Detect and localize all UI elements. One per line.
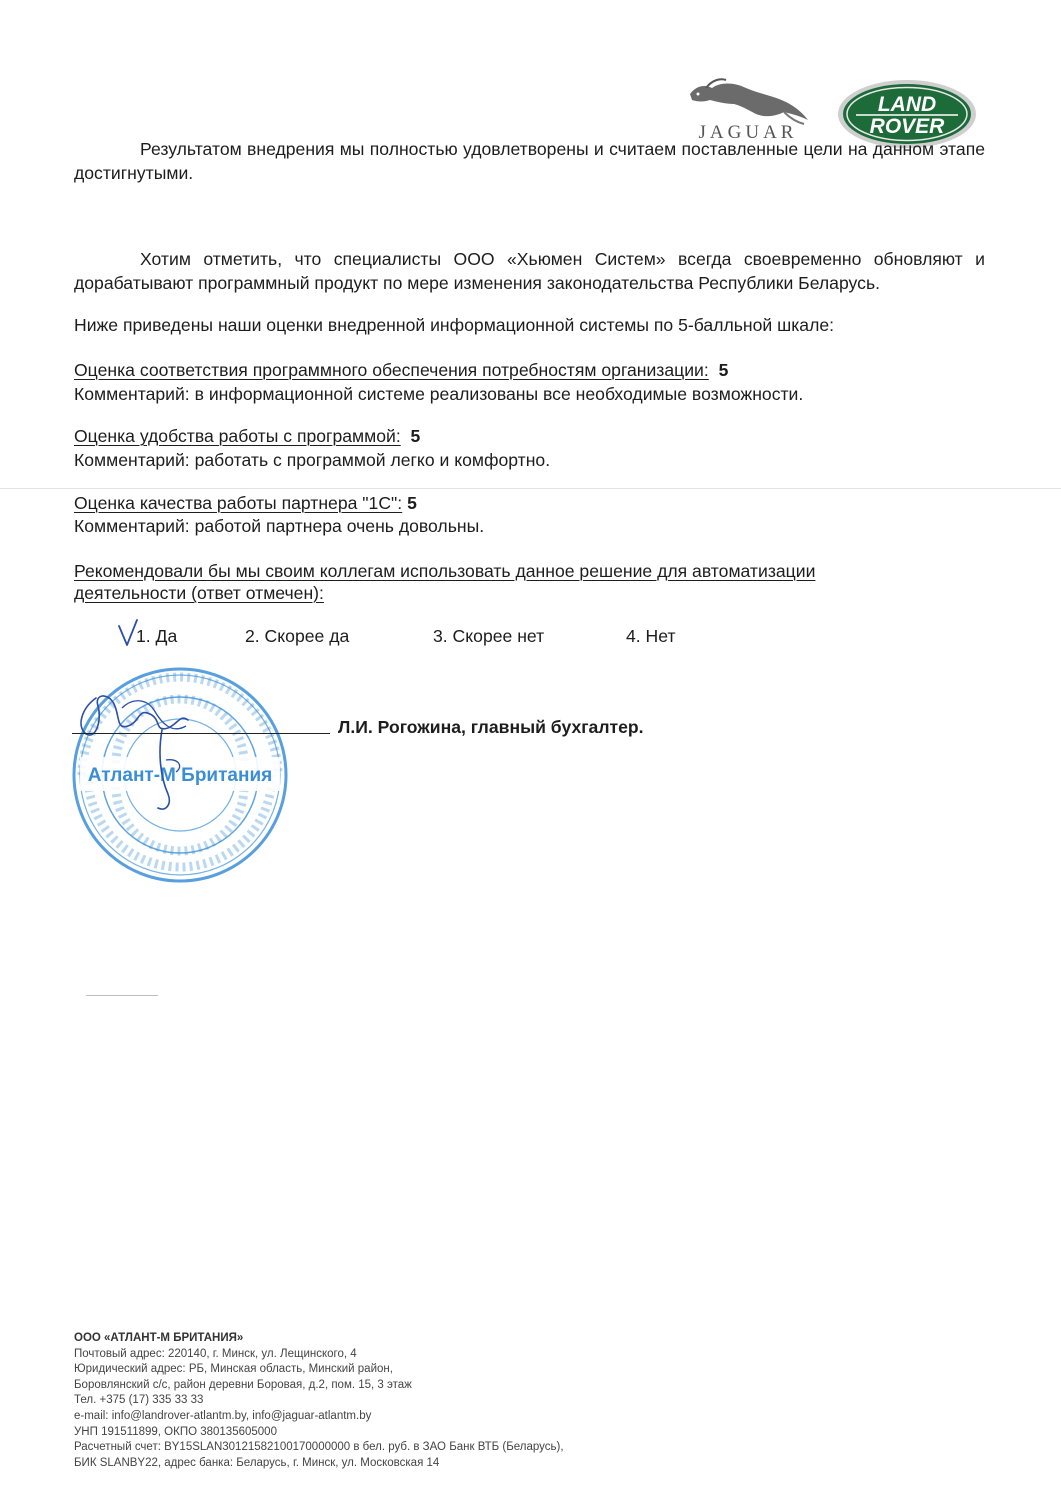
option-rather-no: 3. Скорее нет xyxy=(433,626,545,646)
rating-1-score: 5 xyxy=(718,360,729,380)
recommend-question-line2: деятельности (ответ отмечен): xyxy=(74,583,324,603)
rating-1-comment: Комментарий: в информационной системе реализованы все необходимые возможности. xyxy=(74,384,804,404)
rating-1-label: Оценка соответствия программного обеспечения потребностям организации: xyxy=(74,360,709,380)
footer-legal-address: Юридический адрес: РБ, Минская область, Минский район, xyxy=(74,1363,393,1376)
handwritten-signature xyxy=(62,668,212,818)
signature-line xyxy=(72,733,330,734)
paragraph-specialists: Хотим отметить, что специалисты ООО «Хьюмен Систем» всегда своевременно обновляют и дорабатывают программный продукт по мере изменения законодательства Республики Беларусь. xyxy=(74,249,985,293)
rating-2-score: 5 xyxy=(410,426,421,446)
rating-3-comment: Комментарий: работой партнера очень довольны. xyxy=(74,516,485,536)
option-rather-yes: 2. Скорее да xyxy=(245,626,350,646)
company-footer xyxy=(74,1331,564,1471)
rating-3-heading xyxy=(74,491,417,515)
rating-3-score: 5 xyxy=(407,493,417,513)
scan-mark xyxy=(86,995,158,996)
signer-name: Л.И. Рогожина, главный бухгалтер. xyxy=(338,717,644,737)
footer-postal-address: Почтовый адрес: 220140, г. Минск, ул. Лещинского, 4 xyxy=(74,1347,357,1360)
jaguar-wordmark: JAGUAR xyxy=(698,122,798,143)
jaguar-leaper-icon xyxy=(686,74,811,126)
recommend-question-line1: Рекомендовали бы мы своим коллегам использовать данное решение для автоматизации xyxy=(74,561,816,581)
ratings-intro: Ниже приведены наши оценки внедренной информационной системы по 5-балльной шкале: xyxy=(74,315,835,335)
scan-mark xyxy=(0,488,1061,489)
footer-registration: УНП 191511899, ОКПО 380135605000 xyxy=(74,1425,277,1438)
paragraph-satisfaction: Результатом внедрения мы полностью удовлетворены и считаем поставленные цели на данном этапе достигнутыми. xyxy=(74,139,985,183)
footer-company-name: ООО «АТЛАНТ-М БРИТАНИЯ» xyxy=(74,1332,244,1344)
jaguar-logo xyxy=(672,74,817,144)
footer-bank-account: Расчетный счет: BY15SLAN30121582100170000000 в бел. руб. в ЗАО Банк ВТБ (Беларусь), xyxy=(74,1441,564,1454)
landrover-line2: ROVER xyxy=(869,115,945,138)
landrover-line1: LAND xyxy=(877,93,937,116)
rating-2-heading xyxy=(74,424,420,448)
footer-legal-address-cont: Боровлянский с/с, район деревни Боровая, д.2, пом. 15, 3 этаж xyxy=(74,1378,412,1391)
option-no: 4. Нет xyxy=(626,626,676,646)
footer-bank-address: БИК SLANBY22, адрес банка: Беларусь, г. Минск, ул. Московская 14 xyxy=(74,1456,440,1469)
rating-1-heading xyxy=(74,358,728,382)
rating-3-label: Оценка качества работы партнера "1С": xyxy=(74,493,403,513)
stamp-center-text: Атлант-М Британия xyxy=(87,765,273,786)
rating-2-label: Оценка удобства работы с программой: xyxy=(74,426,401,446)
footer-phone: Тел. +375 (17) 335 33 33 xyxy=(74,1394,204,1407)
footer-email: e-mail: info@landrover-atlantm.by, info@jaguar-atlantm.by xyxy=(74,1409,372,1422)
option-yes: 1. Да xyxy=(136,626,178,646)
rating-2-comment: Комментарий: работать с программой легко и комфортно. xyxy=(74,450,551,470)
